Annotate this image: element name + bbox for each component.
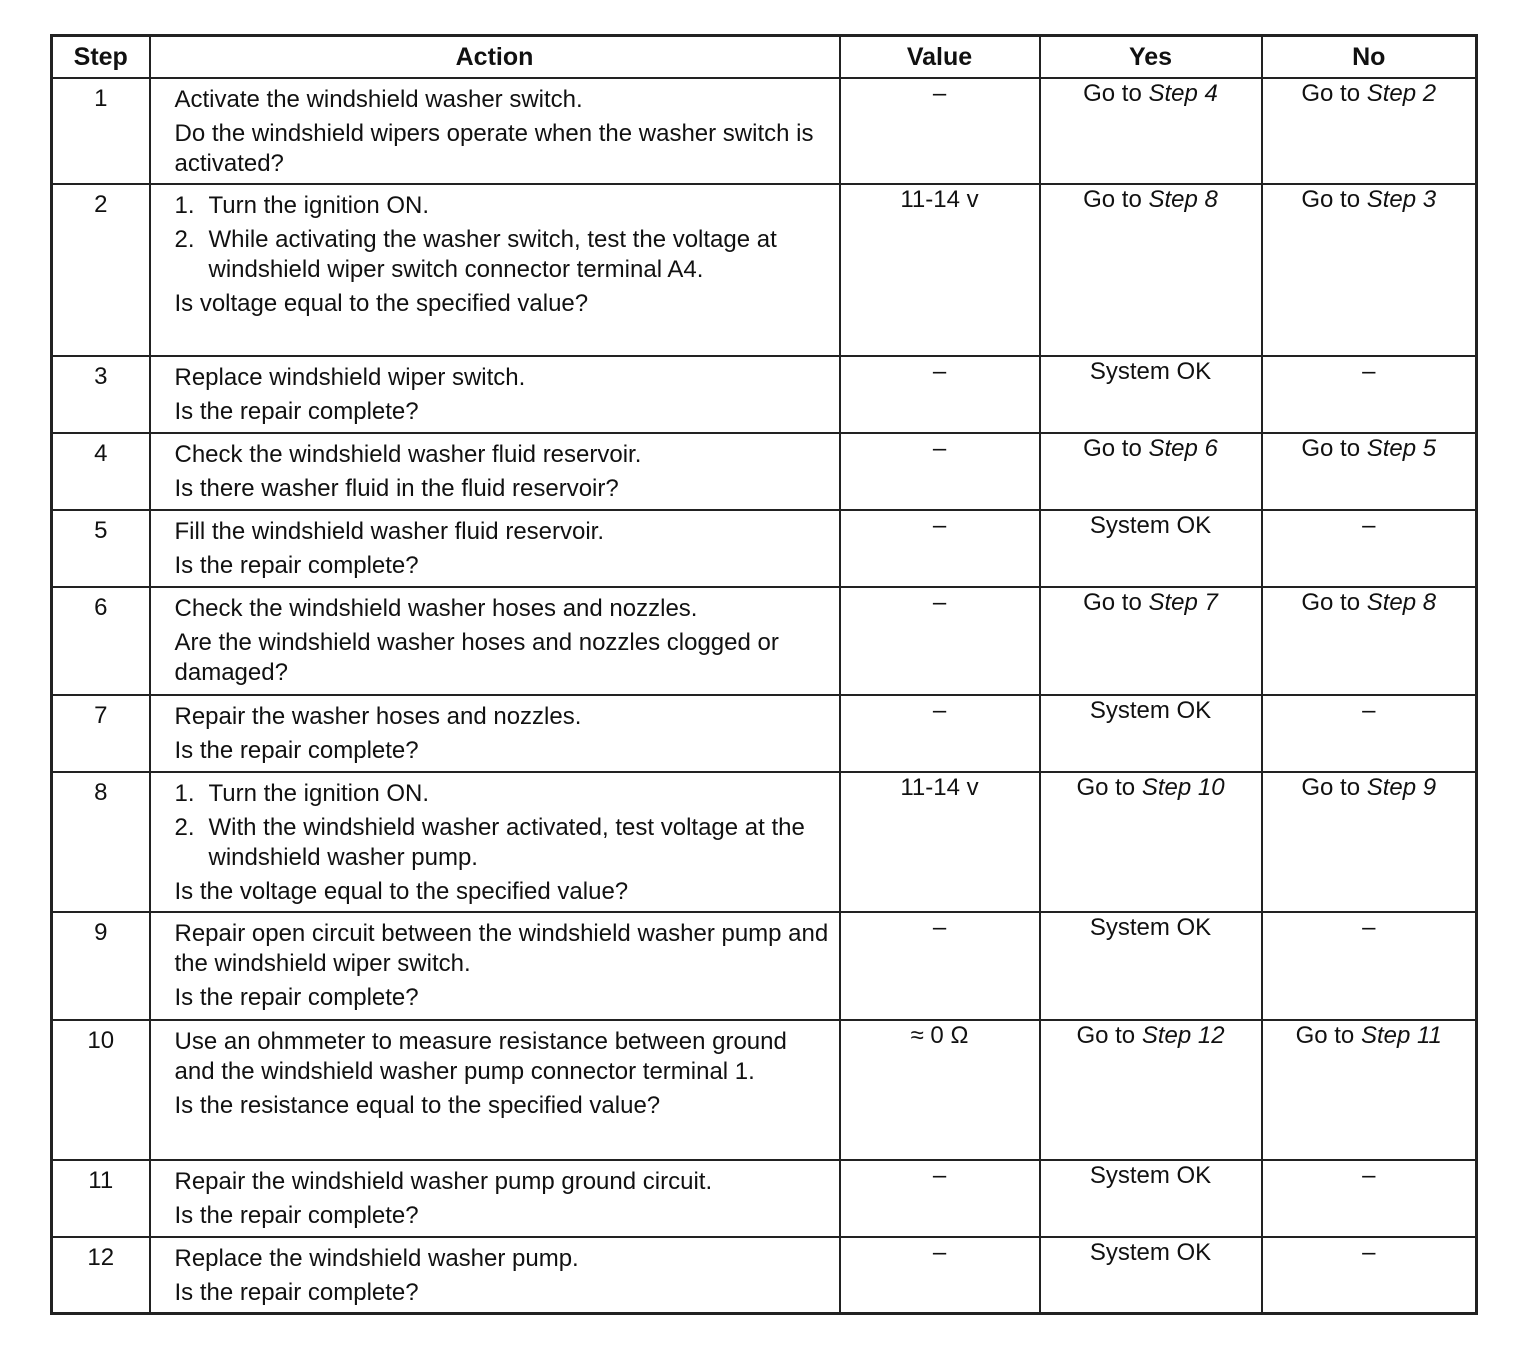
goto-label: Go to	[1301, 186, 1367, 213]
action-cell	[150, 78, 840, 184]
action-line: Activate the windshield washer switch.	[174, 86, 583, 113]
value-cell: ≈ 0 Ω	[840, 1020, 1040, 1160]
no-cell: –	[1262, 1237, 1477, 1314]
list-number: 1.	[174, 780, 195, 807]
step-number: 8	[52, 772, 150, 912]
header-no: No	[1262, 36, 1477, 79]
action-cell	[150, 912, 840, 1020]
table-body	[52, 78, 1477, 1314]
goto-label: Go to	[1083, 186, 1149, 213]
header-step: Step	[52, 36, 150, 79]
no-cell: –	[1262, 356, 1477, 433]
step-ref: Step 5	[1366, 435, 1437, 462]
action-list-item	[175, 191, 829, 221]
table-row	[52, 356, 1477, 433]
action-line: Repair the washer hoses and nozzles.	[174, 703, 582, 730]
action-cell	[150, 510, 840, 587]
header-row	[52, 36, 1477, 79]
action-line: Is the resistance equal to the specified value?	[174, 1092, 661, 1119]
value-cell: –	[840, 1160, 1040, 1237]
action-list-item	[175, 779, 829, 809]
goto-label: Go to	[1083, 435, 1149, 462]
table-row	[52, 695, 1477, 772]
action-line: Use an ohmmeter to measure resistance between ground and the windshield washer pump connector terminal 1.	[174, 1028, 787, 1085]
value-cell: –	[840, 695, 1040, 772]
step-ref: Step 12	[1141, 1022, 1225, 1049]
table-row	[52, 184, 1477, 356]
yes-cell: System OK	[1040, 1160, 1262, 1237]
no-cell: –	[1262, 695, 1477, 772]
yes-cell	[1040, 78, 1262, 184]
table-row	[52, 1020, 1477, 1160]
action-cell	[150, 1160, 840, 1237]
value-cell: –	[840, 510, 1040, 587]
table-row	[52, 772, 1477, 912]
value-cell: –	[840, 433, 1040, 510]
step-ref: Step 2	[1366, 80, 1437, 107]
step-number: 9	[52, 912, 150, 1020]
action-cell	[150, 184, 840, 356]
no-cell	[1262, 184, 1477, 356]
yes-cell: System OK	[1040, 510, 1262, 587]
table-row	[52, 1160, 1477, 1237]
yes-cell: System OK	[1040, 1237, 1262, 1314]
list-number: 2.	[174, 226, 195, 253]
action-line: Fill the windshield washer fluid reservoir.	[174, 518, 605, 545]
yes-cell: System OK	[1040, 695, 1262, 772]
no-cell: –	[1262, 912, 1477, 1020]
step-ref: Step 7	[1148, 589, 1218, 616]
step-number: 11	[52, 1160, 150, 1237]
step-ref: Step 8	[1148, 186, 1218, 213]
action-line: Is the repair complete?	[174, 1202, 419, 1229]
step-number: 1	[52, 78, 150, 184]
action-line: Are the windshield washer hoses and nozzles clogged or damaged?	[174, 629, 779, 686]
value-cell: 11-14 v	[840, 772, 1040, 912]
action-line: Check the windshield washer hoses and nozzles.	[174, 595, 698, 622]
action-cell	[150, 433, 840, 510]
action-list-item	[175, 813, 829, 873]
no-cell	[1262, 772, 1477, 912]
value-cell: –	[840, 356, 1040, 433]
table-row	[52, 510, 1477, 587]
action-line: Is the repair complete?	[174, 1279, 419, 1306]
no-cell: –	[1262, 1160, 1477, 1237]
step-ref: Step 11	[1360, 1022, 1442, 1049]
action-question: Is voltage equal to the specified value?	[174, 290, 589, 317]
header-value: Value	[840, 36, 1040, 79]
action-line: Is the repair complete?	[174, 737, 419, 764]
goto-label: Go to	[1301, 435, 1367, 462]
goto-label: Go to	[1076, 1022, 1142, 1049]
step-number: 7	[52, 695, 150, 772]
goto-label: Go to	[1301, 774, 1367, 801]
action-line: Is the repair complete?	[174, 552, 419, 579]
value-cell: –	[840, 1237, 1040, 1314]
no-cell	[1262, 587, 1477, 695]
goto-label: Go to	[1301, 589, 1367, 616]
yes-cell	[1040, 184, 1262, 356]
value-cell: –	[840, 912, 1040, 1020]
action-cell	[150, 772, 840, 912]
value-cell: 11-14 v	[840, 184, 1040, 356]
action-cell	[150, 1237, 840, 1314]
action-line: Repair the windshield washer pump ground circuit.	[174, 1168, 713, 1195]
step-ref: Step 10	[1141, 774, 1225, 801]
goto-label: Go to	[1295, 1022, 1361, 1049]
step-ref: Step 3	[1366, 186, 1437, 213]
step-ref: Step 4	[1148, 80, 1218, 107]
step-number: 4	[52, 433, 150, 510]
step-ref: Step 6	[1148, 435, 1218, 462]
action-line: Is the repair complete?	[174, 984, 419, 1011]
goto-label: Go to	[1083, 80, 1149, 107]
action-line: Do the windshield wipers operate when the washer switch is activated?	[174, 120, 814, 177]
table-row	[52, 433, 1477, 510]
action-line: Is the repair complete?	[174, 398, 419, 425]
goto-label: Go to	[1083, 589, 1149, 616]
action-list-item	[175, 225, 829, 285]
list-text: With the windshield washer activated, test voltage at the windshield washer pump.	[208, 814, 805, 871]
no-cell	[1262, 433, 1477, 510]
value-cell: –	[840, 78, 1040, 184]
yes-cell	[1040, 433, 1262, 510]
table-row	[52, 912, 1477, 1020]
step-ref: Step 9	[1366, 774, 1437, 801]
goto-label: Go to	[1301, 80, 1367, 107]
action-cell	[150, 695, 840, 772]
step-number: 12	[52, 1237, 150, 1314]
goto-label: Go to	[1076, 774, 1142, 801]
list-text: Turn the ignition ON.	[208, 780, 430, 807]
yes-cell: System OK	[1040, 356, 1262, 433]
step-number: 2	[52, 184, 150, 356]
action-line: Check the windshield washer fluid reservoir.	[174, 441, 642, 468]
action-line: Is there washer fluid in the fluid reservoir?	[174, 475, 619, 502]
table-row	[52, 78, 1477, 184]
table-row	[52, 587, 1477, 695]
table-row	[52, 1237, 1477, 1314]
header-action: Action	[150, 36, 840, 79]
step-ref: Step 8	[1366, 589, 1437, 616]
yes-cell	[1040, 772, 1262, 912]
action-line: Repair open circuit between the windshield washer pump and the windshield wiper switch.	[174, 920, 829, 977]
action-line: Replace windshield wiper switch.	[174, 364, 526, 391]
action-question: Is the voltage equal to the specified value?	[174, 878, 629, 905]
list-text: Turn the ignition ON.	[208, 192, 430, 219]
value-cell: –	[840, 587, 1040, 695]
list-text: While activating the washer switch, test the voltage at windshield wiper switch connector terminal A4.	[208, 226, 777, 283]
no-cell	[1262, 78, 1477, 184]
action-line: Replace the windshield washer pump.	[174, 1245, 579, 1272]
step-number: 5	[52, 510, 150, 587]
yes-cell	[1040, 587, 1262, 695]
action-cell	[150, 356, 840, 433]
list-number: 2.	[174, 814, 195, 841]
diagnostic-table	[50, 34, 1478, 1315]
list-number: 1.	[174, 192, 195, 219]
step-number: 10	[52, 1020, 150, 1160]
step-number: 6	[52, 587, 150, 695]
yes-cell: System OK	[1040, 912, 1262, 1020]
no-cell	[1262, 1020, 1477, 1160]
action-cell	[150, 587, 840, 695]
no-cell: –	[1262, 510, 1477, 587]
action-cell	[150, 1020, 840, 1160]
header-yes: Yes	[1040, 36, 1262, 79]
step-number: 3	[52, 356, 150, 433]
yes-cell	[1040, 1020, 1262, 1160]
